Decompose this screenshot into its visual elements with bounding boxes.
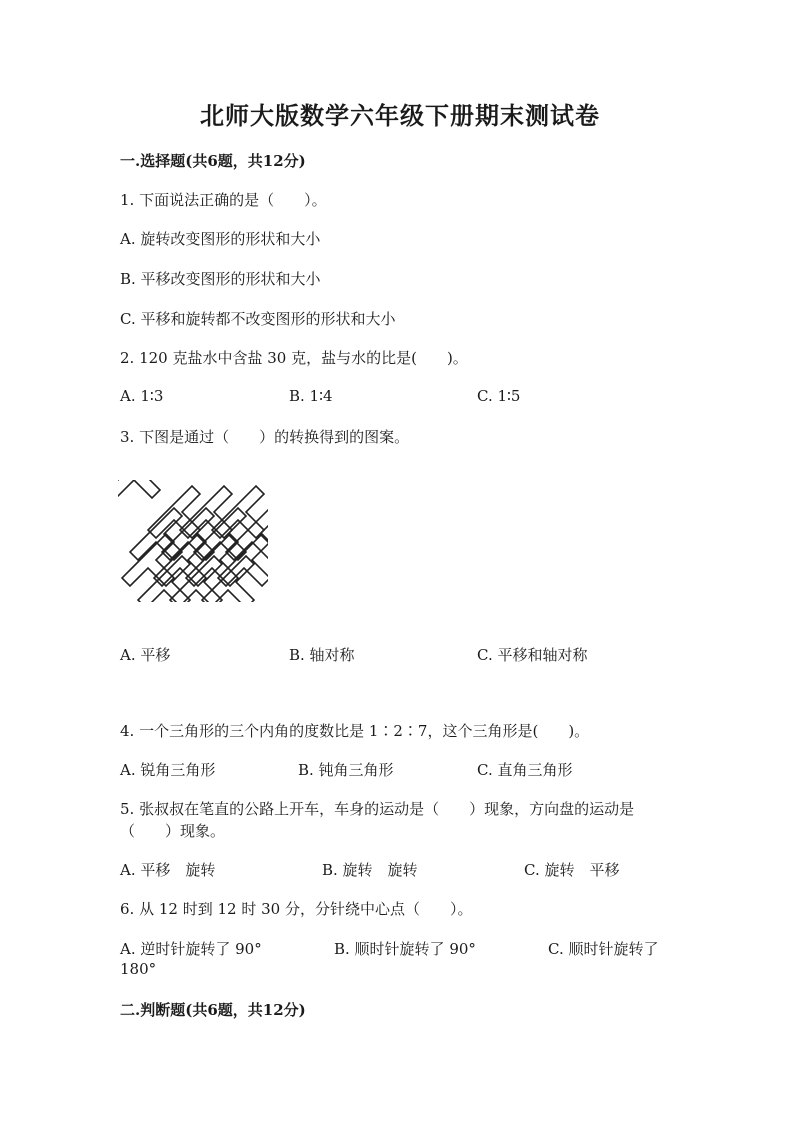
question-2-option-b: B. 1∶4	[289, 387, 333, 405]
tile-shape	[180, 486, 232, 538]
tile-shape	[202, 556, 254, 602]
question-2-stem: 2. 120 克盐水中含盐 30 克，盐与水的比是( )。	[120, 349, 468, 367]
question-6-stem: 6. 从 12 时到 12 时 30 分，分针绕中心点（ ）。	[120, 900, 473, 918]
tile-shape	[212, 486, 264, 538]
tile-shape	[122, 534, 174, 586]
question-6-option-c: C. 顺时针旋转了	[548, 940, 659, 958]
question-1-option-b: B. 平移改变图形的形状和大小	[120, 270, 321, 288]
question-5-option-b: B. 旋转 旋转	[322, 861, 418, 879]
tile-shape	[118, 480, 160, 498]
question-6-option-b: B. 顺时针旋转了 90°	[334, 940, 476, 958]
question-4-stem: 4. 一个三角形的三个内角的度数比是 1∶2∶7，这个三角形是( )。	[120, 722, 590, 740]
question-4-option-a: A. 锐角三角形	[120, 761, 216, 779]
question-3-option-c: C. 平移和轴对称	[477, 646, 588, 664]
tile-shape	[130, 508, 182, 560]
tile-shape	[154, 534, 206, 586]
question-3-option-a: A. 平移	[120, 646, 171, 664]
question-3-option-b: B. 轴对称	[289, 646, 355, 664]
section-heading-judgment: 二.判断题(共6题，共12分)	[120, 1001, 306, 1019]
question-1-option-a: A. 旋转改变图形的形状和大小	[120, 230, 321, 248]
question-5-stem-line-2: （ ）现象。	[120, 822, 226, 840]
question-5-stem-line-1: 5. 张叔叔在笔直的公路上开车，车身的运动是（ ）现象，方向盘的运动是	[120, 800, 635, 818]
tile-shape	[138, 556, 190, 602]
question-1-stem: 1. 下面说法正确的是（ ）。	[120, 191, 327, 209]
question-4-option-c: C. 直角三角形	[477, 761, 573, 779]
question-4-option-b: B. 钝角三角形	[298, 761, 394, 779]
question-6-option-c-continued: 180°	[120, 960, 157, 978]
question-2-option-c: C. 1∶5	[477, 387, 521, 405]
question-5-option-c: C. 旋转 平移	[524, 861, 620, 879]
page-title: 北师大版数学六年级下册期末测试卷	[200, 101, 600, 130]
tessellation-figure	[118, 480, 268, 602]
question-2-option-a: A. 1∶3	[120, 387, 164, 405]
section-heading-choice: 一.选择题(共6题，共12分)	[120, 152, 306, 170]
tile-shape	[170, 556, 222, 602]
question-3-stem: 3. 下图是通过（ ）的转换得到的图案。	[120, 428, 410, 446]
question-1-option-c: C. 平移和旋转都不改变图形的形状和大小	[120, 310, 396, 328]
tile-shape	[186, 534, 238, 586]
question-6-option-a: A. 逆时针旋转了 90°	[120, 940, 262, 958]
question-5-option-a: A. 平移 旋转	[120, 861, 216, 879]
